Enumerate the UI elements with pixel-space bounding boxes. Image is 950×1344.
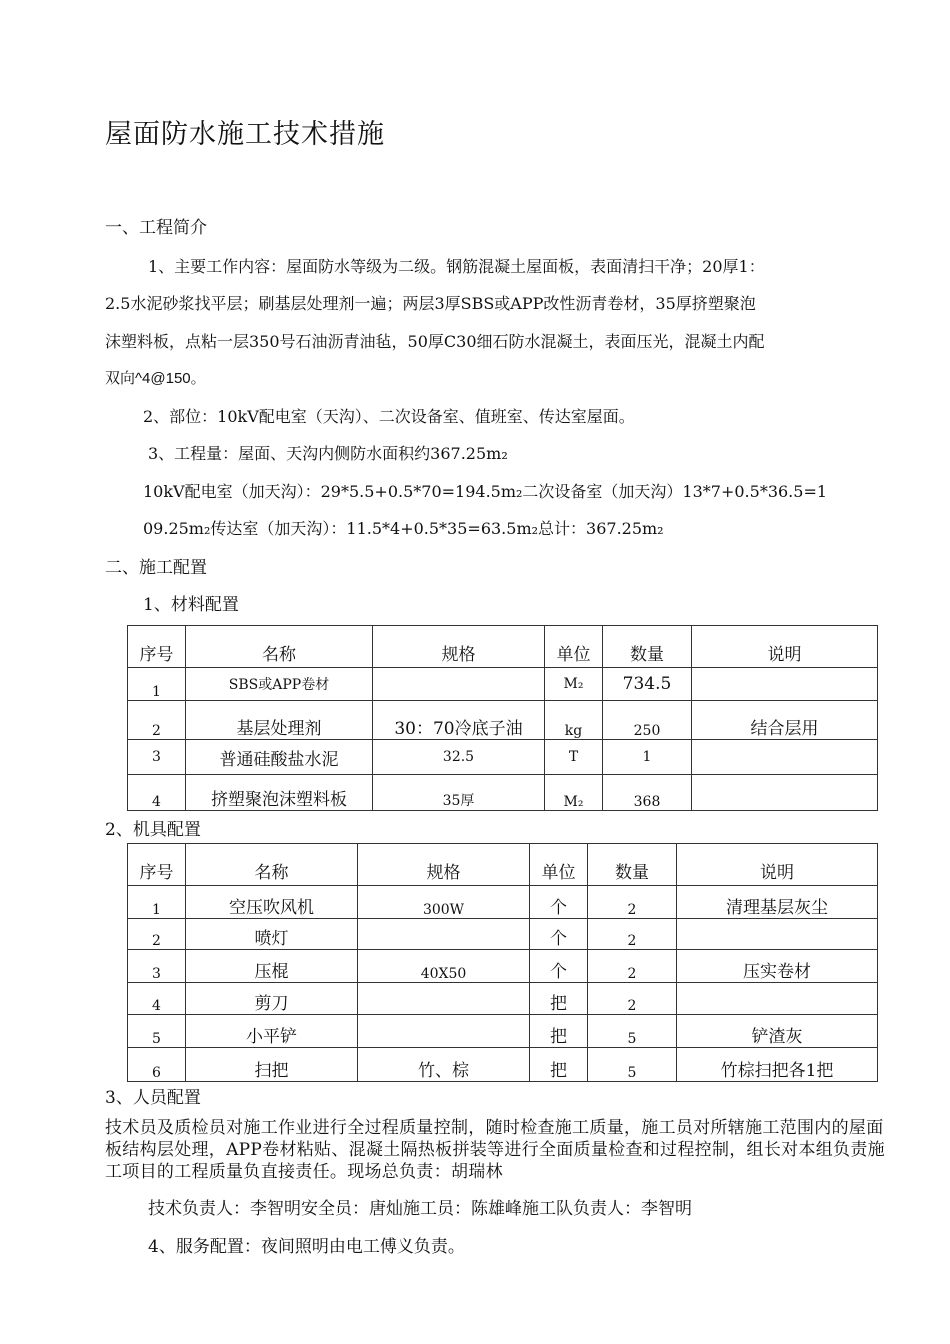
table-cell: 5	[128, 1015, 186, 1048]
table-cell: 5	[588, 1048, 677, 1082]
header-cell: 名称	[186, 626, 373, 668]
header-cell: 序号	[128, 626, 186, 668]
table-row	[128, 919, 878, 950]
table-cell	[358, 983, 530, 1015]
table-row	[128, 950, 878, 983]
table-cell: M₂	[545, 668, 603, 701]
table-cell	[692, 668, 878, 701]
table-cell: 32.5	[373, 740, 545, 775]
table-cell: 35厚	[373, 775, 545, 811]
machines-header-row	[128, 844, 878, 886]
table-cell: kg	[545, 701, 603, 740]
header-cell: 规格	[373, 626, 545, 668]
table-cell: 1	[603, 740, 692, 775]
machines-heading: 2、机具配置	[105, 820, 201, 840]
table-row	[128, 701, 878, 740]
table-cell: 空压吹风机	[186, 886, 358, 919]
table-cell: 结合层用	[692, 701, 878, 740]
table-cell: 2	[128, 701, 186, 740]
header-cell: 数量	[603, 626, 692, 668]
service-config: 4、服务配置：夜间照明由电工傅义负责。	[148, 1237, 465, 1257]
item3-detail1: 10kV配电室（加天沟）：29*5.5+0.5*70=194.5m₂二次设备室（加天沟）13*7+0.5*36.5=1	[143, 482, 828, 501]
header-cell: 序号	[128, 844, 186, 886]
header-cell: 单位	[530, 844, 588, 886]
table-cell: 368	[603, 775, 692, 811]
header-cell: 说明	[692, 626, 878, 668]
table-cell: 个	[530, 950, 588, 983]
header-cell: 名称	[186, 844, 358, 886]
table-cell: 挤塑聚泡沫塑料板	[186, 775, 373, 811]
table-cell: 250	[603, 701, 692, 740]
table-cell: 734.5	[603, 668, 692, 701]
table-cell: 2	[128, 919, 186, 950]
table-cell: 把	[530, 983, 588, 1015]
item1-line3: 沫塑料板，点粘一层350号石油沥青油毡，50厚C30细石防水混凝土，表面压光，混凝土内配	[105, 332, 765, 351]
table-cell	[692, 775, 878, 811]
table-cell: 压棍	[186, 950, 358, 983]
table-cell: 扫把	[186, 1048, 358, 1082]
item1-line1: 1、主要工作内容：屋面防水等级为二级。钢筋混凝土屋面板，表面清扫干净；20厚1：	[148, 257, 765, 276]
table-cell: 3	[128, 950, 186, 983]
table-cell: 清理基层灰尘	[677, 886, 878, 919]
table-cell: 300W	[358, 886, 530, 919]
personnel-heading: 3、人员配置	[105, 1088, 201, 1108]
table-cell: 2	[588, 886, 677, 919]
table-cell: SBS或APP卷材	[186, 668, 373, 701]
table-cell: 基层处理剂	[186, 701, 373, 740]
personnel-roles: 技术负责人：李智明安全员：唐灿施工员：陈雄峰施工队负责人：李智明	[148, 1199, 692, 1219]
table-row	[128, 1015, 878, 1048]
item2: 2、部位：10kV配电室（天沟）、二次设备室、值班室、传达室屋面。	[143, 407, 635, 426]
table-cell	[373, 668, 545, 701]
table-cell: 4	[128, 775, 186, 811]
header-cell: 数量	[588, 844, 677, 886]
table-cell: 4	[128, 983, 186, 1015]
table-cell: 2	[588, 983, 677, 1015]
table-cell: 2	[588, 919, 677, 950]
table-cell: 铲渣灰	[677, 1015, 878, 1048]
header-cell: 规格	[358, 844, 530, 886]
table-cell: 压实卷材	[677, 950, 878, 983]
table-cell: 5	[588, 1015, 677, 1048]
materials-header-row	[128, 626, 878, 668]
table-cell: 1	[128, 668, 186, 701]
table-cell: 竹棕扫把各1把	[677, 1048, 878, 1082]
table-cell: 小平铲	[186, 1015, 358, 1048]
item1-line2: 2.5水泥砂浆找平层；刷基层处理剂一遍；两层3厚SBS或APP改性沥青卷材，35厚挤塑聚泡	[105, 294, 756, 313]
table-cell: 竹、棕	[358, 1048, 530, 1082]
table-row	[128, 886, 878, 919]
table-cell: 剪刀	[186, 983, 358, 1015]
table-cell: 2	[588, 950, 677, 983]
personnel-paragraph: 技术员及质检员对施工作业进行全过程质量控制，随时检查施工质量，施工员对所辖施工范围内的屋面板结构层处理，APP卷材粘贴、混凝土隔热板拼装等进行全面质量检查和过程控制，组长对本组负责施工项目的工程质量负直接责任。现场总负责：胡瑞林	[105, 1118, 885, 1182]
table-cell	[358, 1015, 530, 1048]
table-cell: 3	[128, 740, 186, 775]
materials-heading: 1、材料配置	[143, 595, 239, 615]
section2-heading: 二、施工配置	[105, 558, 207, 578]
item3: 3、工程量：屋面、天沟内侧防水面积约367.25m₂	[148, 444, 508, 463]
table-cell	[677, 983, 878, 1015]
table-cell: 1	[128, 886, 186, 919]
materials-table	[127, 625, 878, 811]
table-cell: 普通硅酸盐水泥	[186, 740, 373, 775]
table-cell: 40X50	[358, 950, 530, 983]
table-row	[128, 775, 878, 811]
table-cell: M₂	[545, 775, 603, 811]
header-cell: 说明	[677, 844, 878, 886]
table-cell	[358, 919, 530, 950]
table-cell: T	[545, 740, 603, 775]
table-cell: 把	[530, 1015, 588, 1048]
table-row	[128, 668, 878, 701]
table-cell: 个	[530, 919, 588, 950]
table-cell	[677, 919, 878, 950]
table-cell	[692, 740, 878, 775]
item1-line4: 双向^4@150。	[105, 370, 206, 387]
page-title: 屋面防水施工技术措施	[105, 119, 385, 150]
table-row	[128, 1048, 878, 1082]
item3-detail2: 09.25m₂传达室（加天沟）：11.5*4+0.5*35=63.5m₂总计：367.25m₂	[143, 519, 664, 538]
table-cell: 喷灯	[186, 919, 358, 950]
table-row	[128, 740, 878, 775]
table-row	[128, 983, 878, 1015]
table-cell: 个	[530, 886, 588, 919]
section1-heading: 一、工程简介	[105, 218, 207, 238]
table-cell: 30：70冷底子油	[373, 701, 545, 740]
table-cell: 把	[530, 1048, 588, 1082]
table-cell: 6	[128, 1048, 186, 1082]
header-cell: 单位	[545, 626, 603, 668]
machines-table	[127, 843, 878, 1082]
